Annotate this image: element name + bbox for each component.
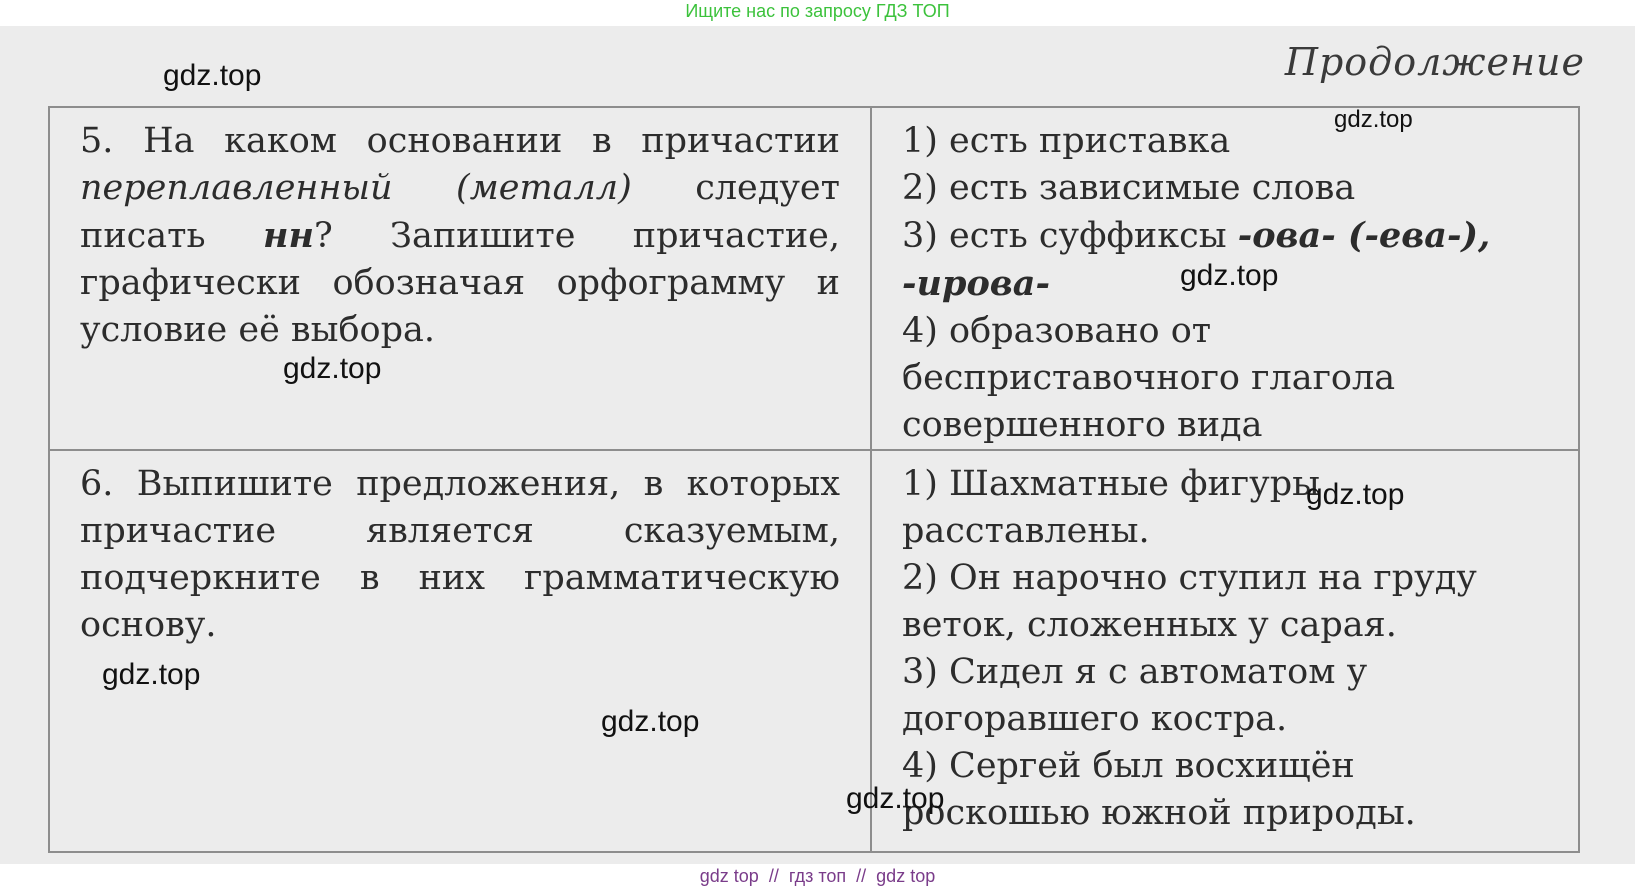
options-cell (871, 107, 1579, 450)
textbook-page (0, 26, 1635, 864)
option-2: 2) есть зависимые слова (902, 168, 1356, 208)
options-cell (871, 450, 1579, 852)
question-number: 6. (80, 464, 114, 504)
double-n: нн (262, 215, 314, 256)
watermark: gdz.top (601, 705, 700, 738)
continuation-heading: Продолжение (1284, 40, 1585, 84)
question-number: 5. (80, 121, 114, 161)
footer-link[interactable]: гдз топ (788, 866, 847, 886)
option-3: 3) есть суффиксы -ова- (-ева-), -ирова- (902, 215, 1491, 304)
watermark: gdz.top (283, 352, 382, 385)
watermark: gdz.top (1180, 259, 1279, 292)
footer-separator: // (768, 866, 779, 886)
option-2: 2) Он нарочно ступил на груду веток, сложенных у сарая. (902, 558, 1477, 645)
watermark: gdz.top (163, 59, 262, 92)
option-1: 1) Шахматные фигуры расставлены. (902, 464, 1320, 551)
option-4: 4) образовано от бесприставочного глагола совершенного вида (902, 311, 1396, 445)
option-4: 4) Сергей был восхищён роскошью южной природы. (902, 746, 1416, 833)
watermark: gdz.top (1306, 478, 1405, 511)
question-6: 6. Выпишите предложения, в которых причастие является сказуемым, подчеркните в них грамматическую основу. (80, 464, 840, 645)
suffixes: -ова- (-ева-), -ирова- (902, 215, 1491, 304)
footer-link[interactable]: gdz top (876, 866, 936, 886)
task-table (48, 106, 1580, 853)
table-row (49, 107, 1579, 450)
option-1: 1) есть приставка (902, 121, 1231, 161)
footer-link[interactable]: gdz top (699, 866, 759, 886)
question-cell (49, 107, 871, 450)
top-banner (0, 0, 1635, 26)
watermark: gdz.top (846, 782, 945, 815)
footer-separator: // (856, 866, 867, 886)
option-3: 3) Сидел я с автоматом у догоравшего костра. (902, 652, 1368, 739)
top-banner-text: Ищите нас по запросу ГДЗ ТОП (685, 1, 950, 21)
participle-example: переплавленный (металл) (80, 168, 632, 208)
watermark: gdz.top (102, 658, 201, 691)
table-row (49, 450, 1579, 852)
footer (0, 864, 1635, 890)
question-5: 5. На каком основании в причастии переплавленный (металл) следует писать нн? Запишите причастие, графически обозначая орфограмму и условие её выбора. (80, 121, 840, 350)
watermark: gdz.top (1334, 106, 1413, 133)
question-cell (49, 450, 871, 852)
